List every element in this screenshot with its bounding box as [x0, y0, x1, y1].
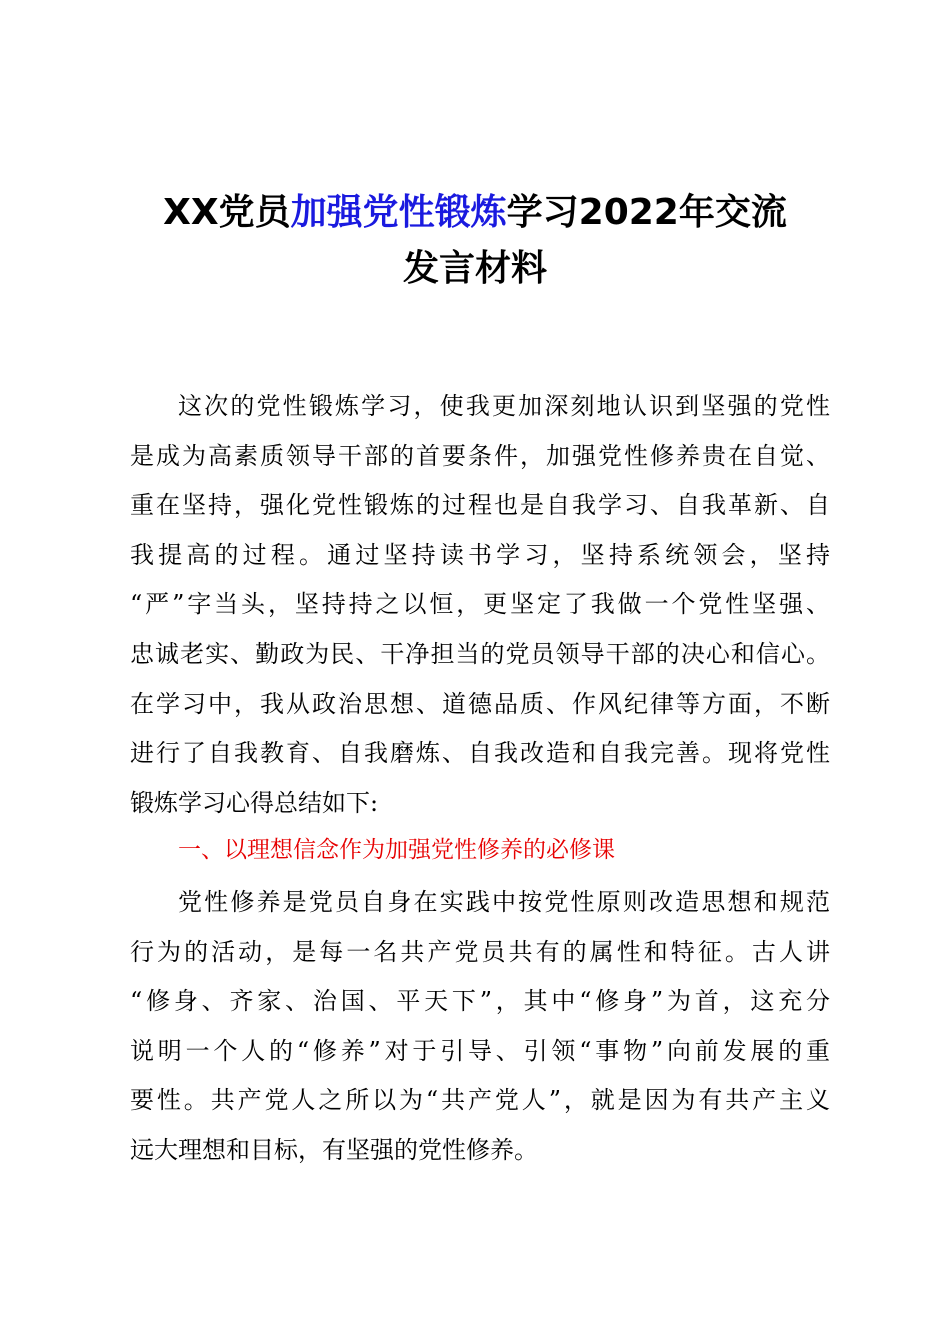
- paragraph-line: “严”字当头，坚持持之以恒，更坚定了我做一个党性坚强、: [130, 590, 830, 619]
- document-title: [110, 185, 840, 297]
- paragraph-line: 要性。共产党人之所以为“共产党人”，就是因为有共产主义: [130, 1086, 830, 1115]
- paragraph-line: 这次的党性锻炼学习，使我更加深刻地认识到坚强的党性: [178, 392, 830, 420]
- paragraph-line: 党性修养是党员自身在实践中按党性原则改造思想和规范: [178, 888, 830, 916]
- paragraph-line: 远大理想和目标，有坚强的党性修养。: [130, 1135, 538, 1164]
- paragraph-line: 进行了自我教育、自我磨炼、自我改造和自我完善。现将党性: [130, 739, 830, 768]
- paragraph-line: 我提高的过程。通过坚持读书学习，坚持系统领会，坚持: [130, 540, 830, 569]
- title-line-1: [110, 185, 840, 241]
- title-prefix: XX党员: [163, 192, 291, 233]
- title-suffix: 学习2022年交流: [506, 192, 787, 233]
- paragraph-line: 在学习中，我从政治思想、道德品质、作风纪律等方面，不断: [130, 689, 830, 718]
- paragraph-line: 行为的活动，是每一名共产党员共有的属性和特征。古人讲: [130, 937, 830, 966]
- paragraph-line: “修身、齐家、治国、平天下”，其中“修身”为首，这充分: [130, 987, 830, 1016]
- paragraph-line: 忠诚老实、勤政为民、干净担当的党员领导干部的决心和信心。: [130, 639, 830, 668]
- title-highlight: 加强党性锻炼: [290, 192, 507, 233]
- paragraph-section-1: [130, 878, 830, 1176]
- section-heading-1: 一、以理想信念作为加强党性修养的必修课: [178, 837, 615, 863]
- paragraph-line: 重在坚持，强化党性锻炼的过程也是自我学习、自我革新、自: [130, 491, 830, 520]
- paragraph-line: 说明一个人的“修养”对于引导、引领“事物”向前发展的重: [130, 1036, 830, 1065]
- title-line-2: 发言材料: [402, 248, 547, 289]
- paragraph-line: 是成为高素质领导干部的首要条件，加强党性修养贵在自觉、: [130, 441, 830, 470]
- paragraph-line: 锻炼学习心得总结如下:: [130, 788, 379, 817]
- paragraph-intro: [130, 382, 830, 828]
